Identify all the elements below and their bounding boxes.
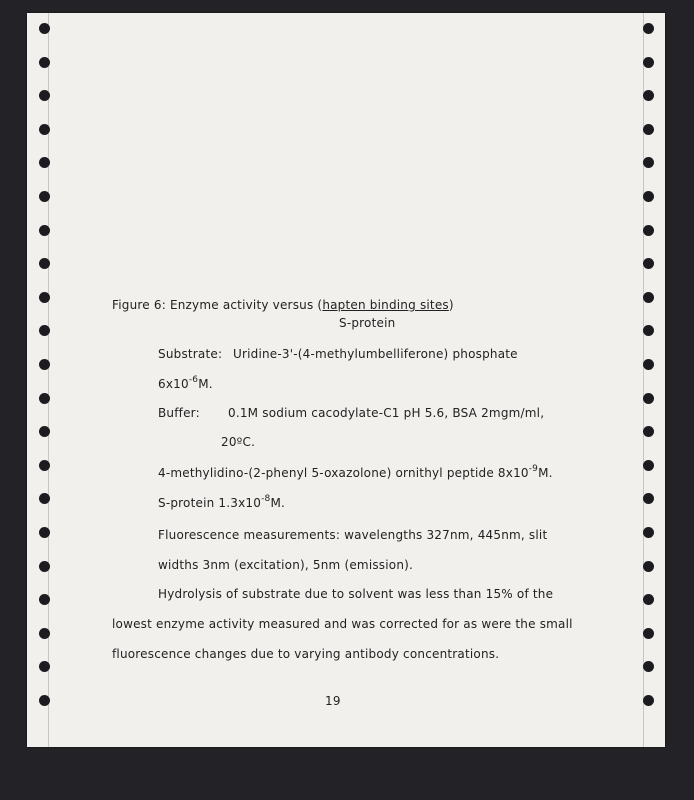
substrate-value: Uridine-3'-(4-methylumbelliferone) phosphate xyxy=(233,347,518,361)
figure-caption xyxy=(112,298,454,312)
tractor-hole-left xyxy=(39,393,50,404)
sprotein-line xyxy=(158,496,285,510)
peptide-line xyxy=(158,466,553,480)
tractor-hole-right xyxy=(643,460,654,471)
tractor-hole-left xyxy=(39,57,50,68)
tractor-hole-right xyxy=(643,393,654,404)
buffer-value: 0.1M sodium cacodylate-C1 pH 5.6, BSA 2mgm/ml, xyxy=(228,406,545,420)
buffer-temperature: 20ºC. xyxy=(221,435,256,449)
peptide-text: 4-methylidino-(2-phenyl 5-oxazolone) ornithyl peptide 8x10 xyxy=(158,466,529,480)
tractor-hole-right xyxy=(643,57,654,68)
tractor-hole-left xyxy=(39,561,50,572)
fluorescence-line-2: widths 3nm (excitation), 5nm (emission). xyxy=(158,558,414,572)
hydrolysis-line-1: Hydrolysis of substrate due to solvent was less than 15% of the xyxy=(158,587,554,601)
figure-title-pre: Enzyme activity versus ( xyxy=(169,298,323,312)
figure-title-underlined: hapten binding sites xyxy=(322,298,449,312)
tractor-hole-right xyxy=(643,359,654,370)
tractor-hole-right xyxy=(643,561,654,572)
tractor-hole-right xyxy=(643,191,654,202)
fluorescence-line-1: Fluorescence measurements: wavelengths 327nm, 445nm, slit xyxy=(158,528,548,542)
tractor-hole-right xyxy=(643,292,654,303)
figure-label: Figure 6: xyxy=(112,298,166,312)
tractor-hole-left xyxy=(39,225,50,236)
tractor-hole-right xyxy=(643,695,654,706)
tractor-hole-left xyxy=(39,292,50,303)
tractor-hole-left xyxy=(39,23,50,34)
tractor-hole-right xyxy=(643,23,654,34)
tractor-hole-left xyxy=(39,359,50,370)
tractor-hole-left xyxy=(39,460,50,471)
sprotein-exponent: -8 xyxy=(261,494,271,504)
tractor-hole-left xyxy=(39,191,50,202)
tractor-hole-right xyxy=(643,628,654,639)
sprotein-text: S-protein 1.3x10 xyxy=(158,496,262,510)
peptide-unit: M. xyxy=(538,466,553,480)
tractor-hole-right xyxy=(643,527,654,538)
hydrolysis-line-2: lowest enzyme activity measured and was corrected for as were the small xyxy=(112,617,573,631)
tractor-hole-left xyxy=(39,527,50,538)
tractor-hole-left xyxy=(39,628,50,639)
substrate-label: Substrate: xyxy=(158,347,223,361)
sprotein-unit: M. xyxy=(270,496,286,510)
substrate-conc-exponent: -6 xyxy=(188,375,199,385)
tractor-hole-right xyxy=(643,225,654,236)
paper-page xyxy=(27,13,665,747)
peptide-exponent: -9 xyxy=(528,464,539,474)
hydrolysis-line-3: fluorescence changes due to varying antibody concentrations. xyxy=(112,647,500,661)
buffer-label: Buffer: xyxy=(158,406,200,420)
page-number: 19 xyxy=(325,694,341,708)
figure-title-post: ) xyxy=(448,298,454,312)
substrate-conc-base: 6x10 xyxy=(158,377,189,391)
substrate-concentration xyxy=(158,377,213,391)
tractor-hole-left xyxy=(39,124,50,135)
figure-denominator: S-protein xyxy=(339,316,396,330)
tractor-hole-right xyxy=(643,124,654,135)
tractor-hole-left xyxy=(39,695,50,706)
substrate-conc-unit: M. xyxy=(198,377,213,391)
